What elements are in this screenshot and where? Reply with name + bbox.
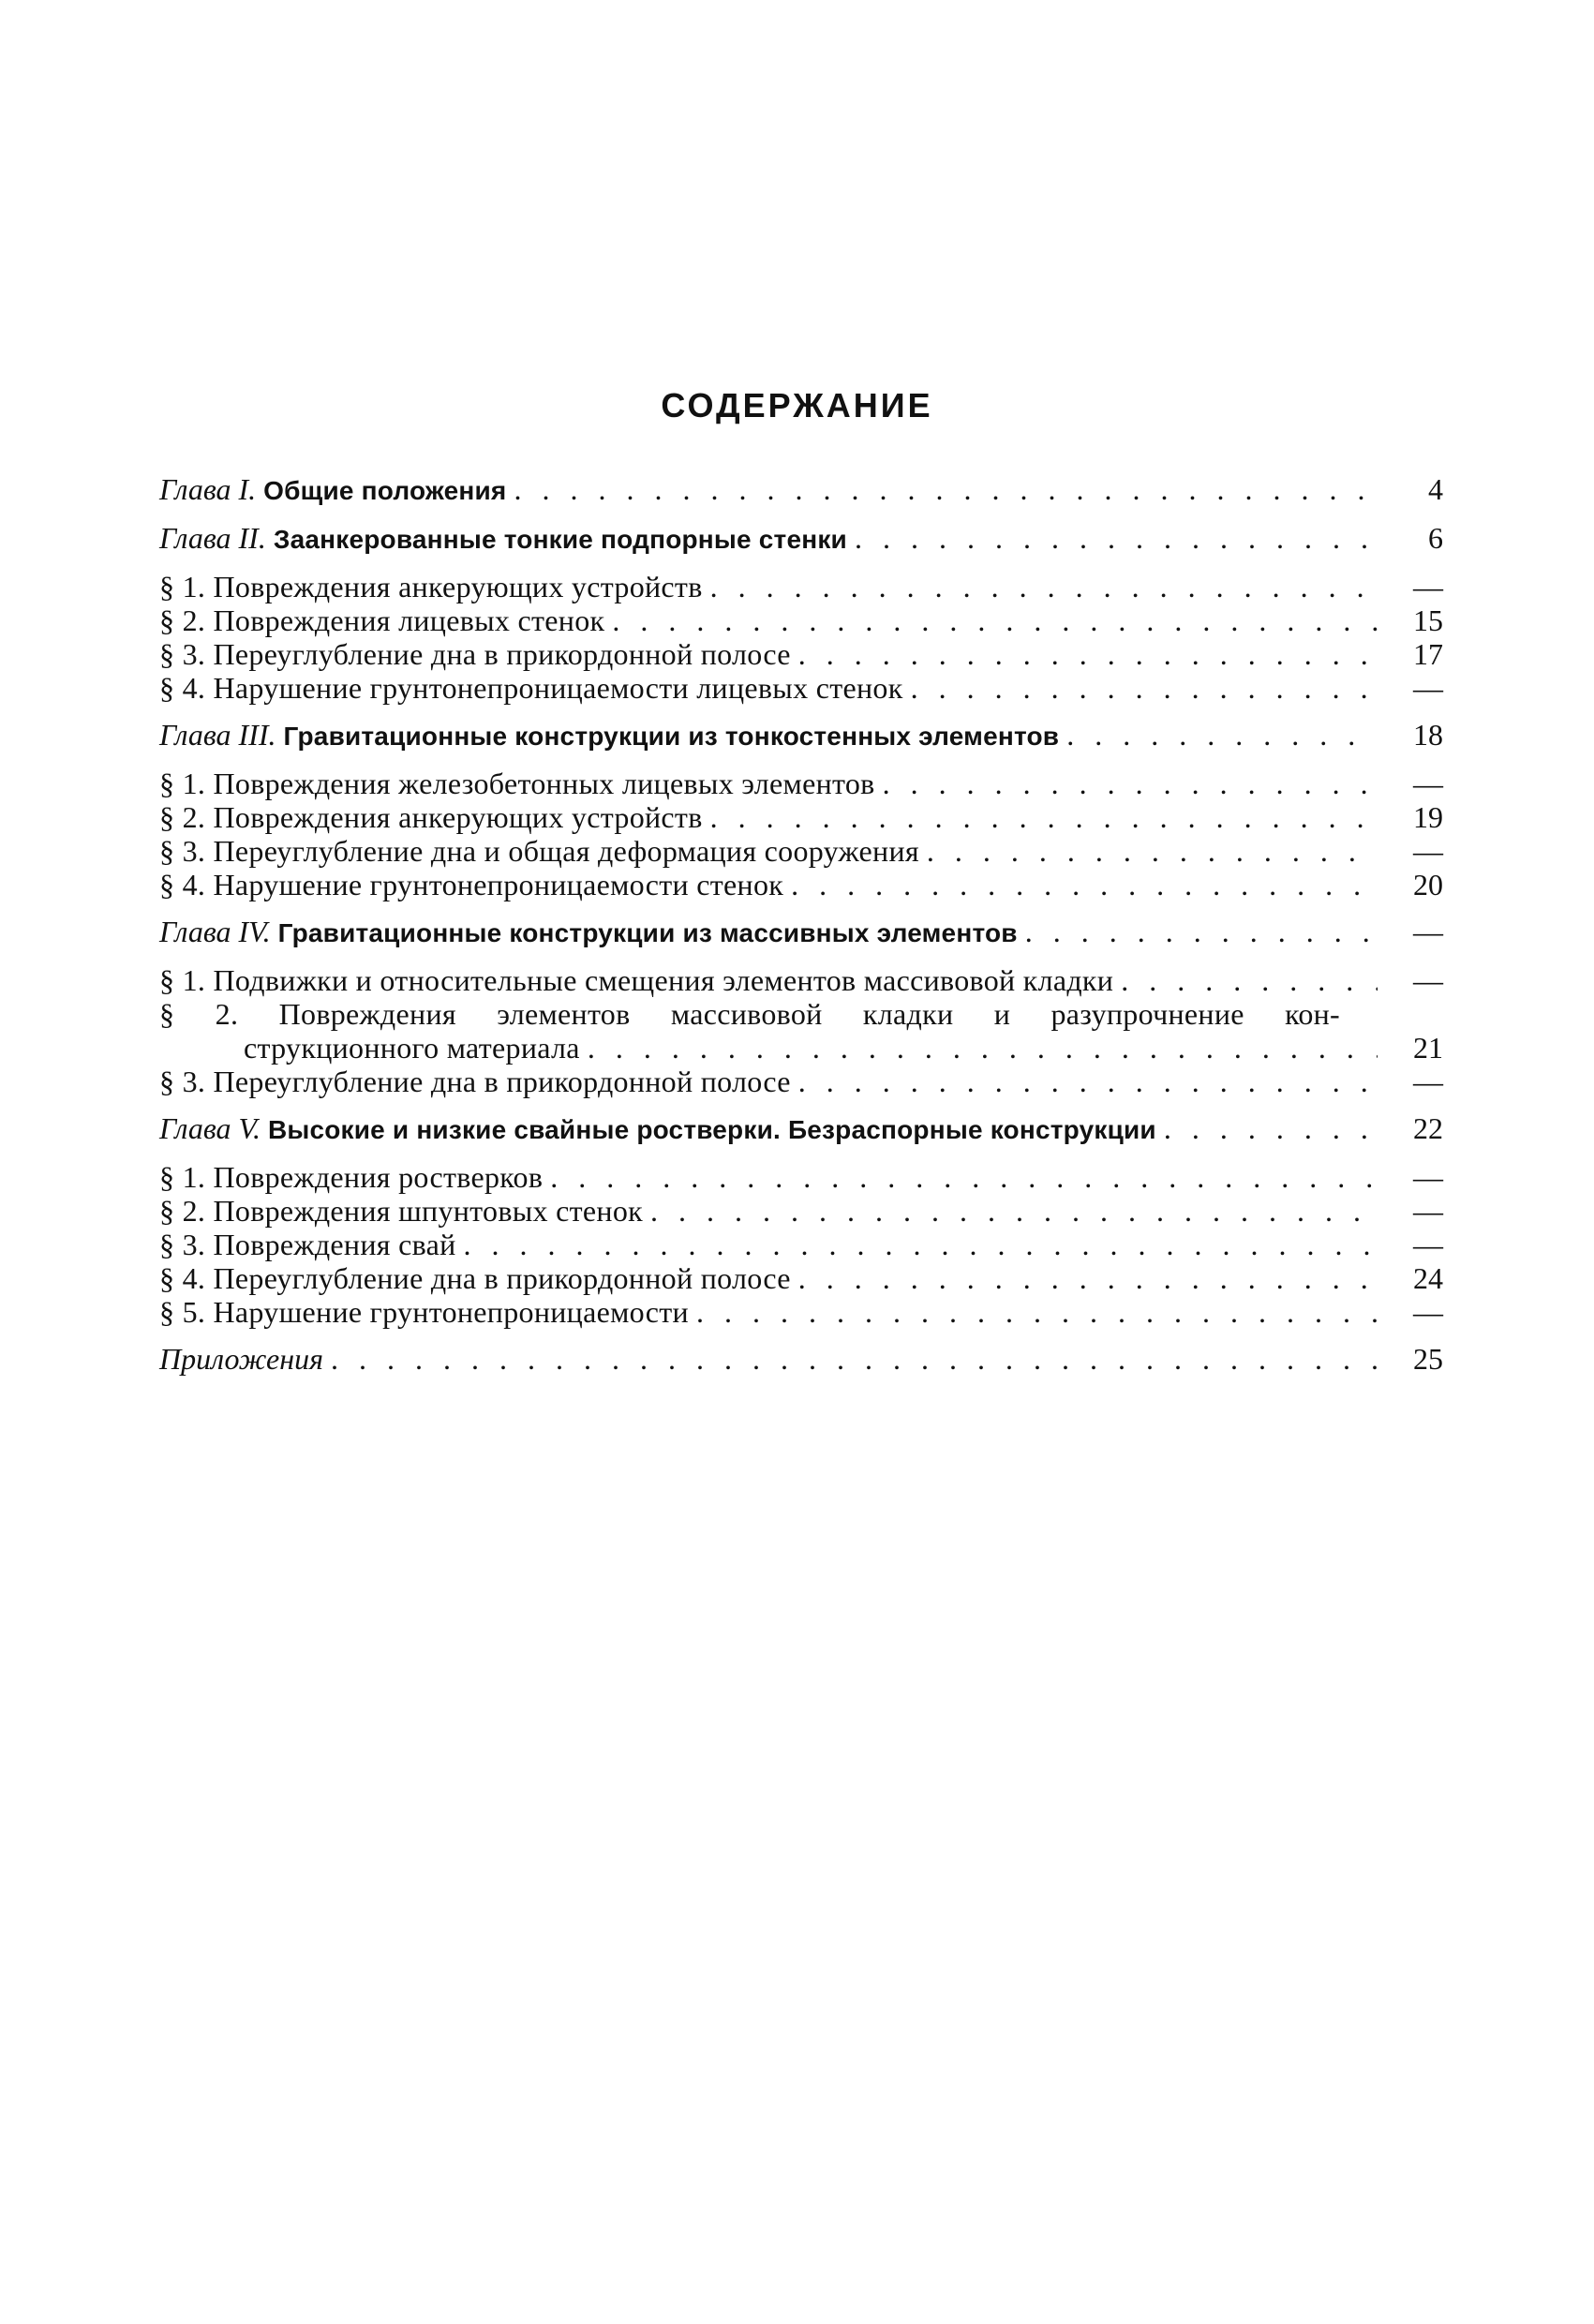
chapter-title: Высокие и низкие свайные ростверки. Безраспорные конструкции: [267, 1115, 1156, 1144]
page-number: 6: [1428, 521, 1443, 555]
dot-leader: [919, 834, 1378, 868]
toc-appendix[interactable]: [159, 1342, 1443, 1376]
page-number: —: [1413, 834, 1443, 868]
page-number: 22: [1413, 1111, 1443, 1145]
page-number: 21: [1413, 1031, 1443, 1065]
table-of-contents: [159, 459, 1443, 1389]
chapter-label: Глава II.: [159, 521, 266, 555]
chapter-title: Гравитационные конструкции из массивных элементов: [277, 918, 1018, 947]
section-title: § 4. Нарушение грунтонепроницаемости стенок: [159, 868, 784, 901]
section-title: § 3. Переуглубление дна и общая деформация сооружения: [159, 834, 919, 868]
dot-leader: [903, 671, 1378, 705]
section-title-line-1: § 2. Повреждения элементов массивовой кладки и разупрочнение кон-: [159, 997, 1340, 1031]
dot-leader: [456, 1228, 1378, 1261]
toc-section[interactable]: [159, 1065, 1443, 1098]
dot-leader: [847, 521, 1378, 555]
dot-leader: [1059, 718, 1378, 752]
toc-section[interactable]: [159, 834, 1443, 868]
section-title: § 3. Переуглубление дна в прикордонной полосе: [159, 637, 791, 671]
chapter-label: Глава IV.: [159, 915, 271, 948]
toc-section[interactable]: [159, 868, 1443, 901]
section-title: § 5. Нарушение грунтонепроницаемости: [159, 1295, 689, 1329]
appendix-title: Приложения: [159, 1342, 323, 1376]
dot-leader: [506, 472, 1378, 506]
page-number: —: [1413, 1295, 1443, 1329]
dot-leader: [689, 1295, 1378, 1329]
page-number: 17: [1413, 637, 1443, 671]
dot-leader: [323, 1342, 1378, 1376]
section-title: § 4. Нарушение грунтонепроницаемости лицевых стенок: [159, 671, 903, 705]
dot-leader: [791, 637, 1378, 671]
section-title: § 4. Переуглубление дна в прикордонной полосе: [159, 1261, 791, 1295]
section-title: § 2. Повреждения анкерующих устройств: [159, 800, 703, 834]
chapter-title: Заанкерованные тонкие подпорные стенки: [273, 525, 847, 554]
dot-leader: [1018, 915, 1378, 948]
toc-section[interactable]: [159, 637, 1443, 671]
chapter-title: Гравитационные конструкции из тонкостенных элементов: [283, 722, 1060, 751]
page-number: 18: [1413, 718, 1443, 752]
dot-leader: [580, 1031, 1378, 1065]
page-number: 4: [1428, 472, 1443, 506]
toc-section[interactable]: [159, 800, 1443, 834]
section-title: § 2. Повреждения лицевых стенок: [159, 603, 605, 637]
section-title: § 3. Повреждения свай: [159, 1228, 456, 1261]
toc-chapter-1[interactable]: [159, 472, 1443, 508]
page-number: 25: [1413, 1342, 1443, 1376]
dot-leader: [783, 868, 1378, 901]
toc-chapter-2[interactable]: [159, 521, 1443, 557]
toc-title: СОДЕРЖАНИЕ: [661, 386, 933, 425]
page-number: 15: [1413, 603, 1443, 637]
section-title: § 1. Подвижки и относительные смещения элементов массивовой кладки: [159, 963, 1114, 997]
page-number: —: [1413, 767, 1443, 800]
dot-leader: [604, 603, 1378, 637]
toc-section[interactable]: [159, 1295, 1443, 1329]
section-title: § 1. Повреждения железобетонных лицевых элементов: [159, 767, 875, 800]
toc-chapter-5[interactable]: [159, 1111, 1443, 1147]
page-number: —: [1413, 915, 1443, 948]
dot-leader: [875, 767, 1378, 800]
section-title: § 1. Повреждения анкерующих устройств: [159, 570, 703, 603]
section-title: § 1. Повреждения ростверков: [159, 1160, 544, 1194]
dot-leader: [1113, 963, 1378, 997]
chapter-label: Глава I.: [159, 472, 257, 506]
dot-leader: [791, 1261, 1378, 1295]
dot-leader: [791, 1065, 1378, 1098]
toc-section[interactable]: [159, 963, 1443, 997]
dot-leader: [703, 800, 1378, 834]
page-number: 24: [1413, 1261, 1443, 1295]
dot-leader: [643, 1194, 1378, 1228]
page-number: —: [1413, 1065, 1443, 1098]
toc-section[interactable]: [159, 1228, 1443, 1261]
chapter-label: Глава V.: [159, 1111, 261, 1145]
dot-leader: [543, 1160, 1378, 1194]
toc-section[interactable]: [159, 1261, 1443, 1295]
toc-section[interactable]: [159, 1160, 1443, 1194]
section-title: § 2. Повреждения шпунтовых стенок: [159, 1194, 644, 1228]
toc-section[interactable]: [159, 570, 1443, 603]
toc-section[interactable]: [159, 1194, 1443, 1228]
section-title: § 3. Переуглубление дна в прикордонной полосе: [159, 1065, 791, 1098]
dot-leader: [703, 570, 1378, 603]
page-number: —: [1413, 1160, 1443, 1194]
section-title-line-2: струкционного материала: [244, 1031, 580, 1065]
page-number: 20: [1413, 868, 1443, 901]
chapter-title: Общие положения: [263, 476, 507, 505]
toc-section[interactable]: [159, 767, 1443, 800]
page-number: —: [1413, 1228, 1443, 1261]
toc-chapter-4[interactable]: [159, 915, 1443, 950]
toc-section-multiline[interactable]: [159, 997, 1443, 1065]
dot-leader: [1156, 1111, 1378, 1145]
toc-chapter-3[interactable]: [159, 718, 1443, 753]
page-number: —: [1413, 1194, 1443, 1228]
page-number: —: [1413, 963, 1443, 997]
page-number: —: [1413, 671, 1443, 705]
chapter-label: Глава III.: [159, 718, 276, 752]
page-number: 19: [1413, 800, 1443, 834]
toc-section[interactable]: [159, 603, 1443, 637]
page-number: —: [1413, 570, 1443, 603]
toc-section[interactable]: [159, 671, 1443, 705]
